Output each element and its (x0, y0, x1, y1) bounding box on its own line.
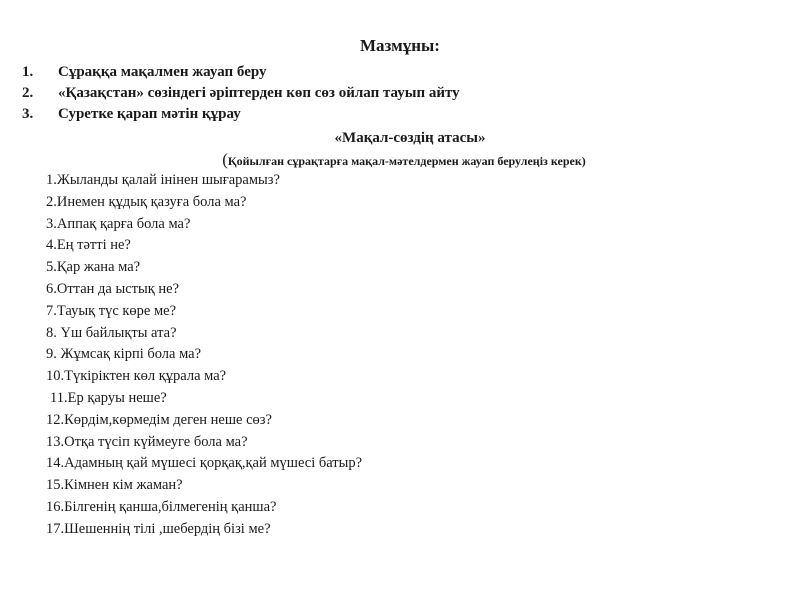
page-title: Мазмұны: (360, 36, 440, 55)
question-item: 5.Қар жана ма? (46, 259, 141, 276)
task-text: Суретке қарап мәтін құрау (58, 106, 241, 122)
question-item: 6.Оттан да ыстық не? (46, 280, 180, 297)
question-item: 17.Шешеннің тілі ,шебердің бізі ме? (46, 520, 271, 537)
task-list (22, 62, 460, 125)
question-item: 4.Ең тәтті не? (46, 237, 131, 254)
task-text: Сұраққа мақалмен жауап беру (58, 64, 267, 80)
task-number: 2. (22, 85, 34, 101)
task-number: 3. (22, 106, 34, 122)
question-item: 3.Аппақ қарға бола ма? (46, 215, 191, 232)
question-item: 12.Көрдім,көрмедім деген неше сөз? (46, 411, 272, 428)
question-item: 14.Адамның қай мүшесі қорқақ,қай мүшесі батыр? (46, 455, 363, 472)
task-text: «Қазақстан» сөзіндегі әріптерден көп сөз ойлап тауып айту (58, 85, 460, 101)
question-item: 1.Жыланды қалай інінен шығарамыз? (46, 172, 280, 188)
question-item: 15.Кімнен кім жаман? (46, 477, 183, 494)
question-item: 11.Ер қаруы неше? (50, 389, 167, 406)
task-item (22, 62, 460, 83)
question-item: 13.Отқа түсіп күймеуге бола ма? (46, 433, 248, 450)
question-item: 10.Түкіріктен көл құрала ма? (46, 368, 227, 385)
instruction-text (0, 150, 800, 170)
task-item (22, 104, 460, 125)
question-item: 2.Инемен құдық қазуға бола ма? (46, 193, 247, 210)
question-list (46, 170, 362, 541)
question-item: 9. Жұмсақ кірпі бола ма? (46, 346, 202, 363)
question-item: 8. Үш байлықты ата? (46, 324, 177, 341)
task-item (22, 83, 460, 104)
question-item: 16.Білгенің қанша,білмегенің қанша? (46, 498, 277, 515)
question-item: 7.Тауық түс көре ме? (46, 302, 177, 319)
instruction-open-paren: ( (222, 150, 228, 169)
task-number: 1. (22, 64, 34, 80)
section-subtitle: «Мақал-сөздің атасы» (334, 130, 486, 146)
instruction-body: Қойылған сұрақтарға мақал-мәтелдермен жауап берулеңіз керек) (227, 154, 586, 168)
